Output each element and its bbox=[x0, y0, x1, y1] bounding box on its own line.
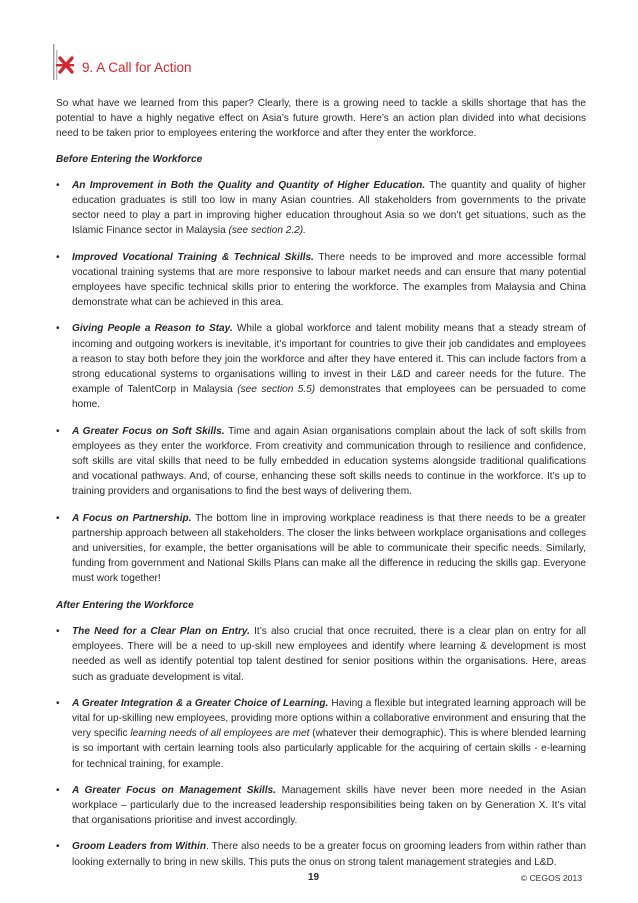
item-text: It’s also crucial that once recruited, there is a clear plan on entry for all employees. There will be a need to up-skill new employees and identify where learning & development is most needed as well as identify potential top talent destined for senior positions within the organisations. Here, areas such as graduate development is vital. bbox=[72, 625, 586, 683]
item-ref: (see section 5.5) bbox=[237, 384, 316, 396]
list-item bbox=[56, 839, 586, 869]
body-text bbox=[56, 96, 586, 881]
after-heading: After Entering the Workforce bbox=[56, 599, 194, 611]
item-lead: Groom Leaders from Within bbox=[72, 841, 207, 853]
item-tail: (whatever their demographic). This is where blended learning is so important with certain learning tools also particularly applicable for the acquiring of certain skills - e-learning for technical training, for example. bbox=[72, 728, 586, 770]
bullet-icon: • bbox=[56, 323, 60, 335]
item-lead: A Greater Focus on Soft Skills. bbox=[72, 425, 225, 437]
item-text: While a global workforce and talent mobility means that a steady stream of incoming and outgoing workers is inevitable, it’s important for countries to give their job candidates and employees a reason to stay both before they join the workforce and after they have entered it. This can include factors from a strong educational systems to organisations willing to invest in their L&D and career needs for the future. The example of TalentCorp in Malaysia bbox=[72, 323, 586, 396]
item-lead: An Improvement in Both the Quality and Quantity of Higher Education. bbox=[72, 179, 426, 191]
page-number: 19 bbox=[308, 872, 320, 883]
list-item bbox=[56, 321, 586, 412]
before-list bbox=[56, 178, 586, 587]
bullet-icon: • bbox=[56, 251, 60, 263]
bullet-icon: • bbox=[56, 625, 60, 637]
list-item bbox=[56, 250, 586, 311]
item-text: Management skills have never been more needed in the Asian workplace – particularly due to the increased leadership responsibilities being taken on by Generation X. It’s vital that organisations prioritise and invest accordingly. bbox=[72, 784, 586, 827]
item-tail: demonstrates that employees can be persuaded to come home. bbox=[72, 384, 587, 411]
page-title: 9. A Call for Action bbox=[82, 60, 192, 75]
item-lead: A Greater Integration & a Greater Choice of Learning. bbox=[72, 697, 329, 709]
bullet-icon: • bbox=[56, 425, 60, 437]
page-footer bbox=[0, 872, 638, 886]
list-item bbox=[56, 178, 586, 239]
bullet-icon: • bbox=[56, 697, 60, 709]
item-ref: learning needs of all employees are met bbox=[130, 728, 310, 740]
item-text: Having a flexible but integrated learning approach will be vital for up-skilling new employees, providing more options within a collaborative environment and ensuring that the very specific bbox=[72, 697, 587, 740]
item-lead: A Focus on Partnership. bbox=[72, 512, 192, 524]
item-lead: A Greater Focus on Management Skills. bbox=[72, 784, 276, 796]
list-item bbox=[56, 511, 586, 587]
list-item bbox=[56, 624, 586, 685]
item-lead: The Need for a Clear Plan on Entry. bbox=[72, 625, 250, 637]
after-list bbox=[56, 624, 586, 870]
item-text: The quantity and quality of higher education graduates is still too low in many Asian countries. All stakeholders from governments to the private sector need to play a part in improving higher education throughout Asia so we don’t get situations, such as the Islamic Finance sector in Malaysia bbox=[72, 179, 587, 237]
before-heading: Before Entering the Workforce bbox=[56, 153, 203, 165]
item-text: The bottom line in improving workplace readiness is that there needs to be a greater partnership approach between all stakeholders. The closer the links between workplace organisations and colleges and universities, for example, the better organisations will be able to communicate their specific needs. Similarly, funding from government and National Skills Plans can make all the difference in reducing the skills gap. Everyone must work together! bbox=[72, 512, 587, 585]
list-item bbox=[56, 783, 586, 829]
list-item bbox=[56, 696, 586, 772]
bullet-icon: • bbox=[56, 784, 60, 796]
item-text: Time and again Asian organisations complain about the lack of soft skills from employees as they enter the workforce. From creativity and communication through to resilience and confidence, soft skills are vital skills that need to be fully embedded in education systems alongside traditional qualifications and vocational pathways. And, of course, enhancing these soft skills needs to continue in the workforce. It’s up to training providers and organisations to find the best ways of delivering them. bbox=[72, 425, 586, 498]
item-text: There needs to be improved and more accessible formal vocational training systems that are more responsive to labour market needs and can ensure that many potential employees have specific technical skills prior to entering the workforce. The examples from Malaysia and China demonstrate what can be achieved in this area. bbox=[72, 251, 586, 309]
list-item bbox=[56, 424, 586, 500]
bullet-icon: • bbox=[56, 512, 60, 524]
copyright-notice: © CEGOS 2013 bbox=[520, 873, 582, 883]
cegos-logo-icon bbox=[52, 44, 76, 80]
item-text: . There also needs to be a greater focus on grooming leaders from within rather than looking externally to bring in new skills. This puts the onus on strong talent management strategies and L&D. bbox=[72, 841, 586, 868]
item-lead: Giving People a Reason to Stay. bbox=[72, 323, 233, 335]
bullet-icon: • bbox=[56, 179, 60, 191]
bullet-icon: • bbox=[56, 841, 60, 853]
intro-paragraph: So what have we learned from this paper? Clearly, there is a growing need to tackle a skills shortage that has the potential to have a highly negative effect on Asia’s future growth. Here’s an action plan divided into what decisions need to be taken prior to employees entering the workforce and after they enter the workforce. bbox=[56, 98, 586, 140]
item-lead: Improved Vocational Training & Technical Skills. bbox=[72, 251, 314, 263]
item-ref: (see section 2.2). bbox=[228, 225, 306, 237]
